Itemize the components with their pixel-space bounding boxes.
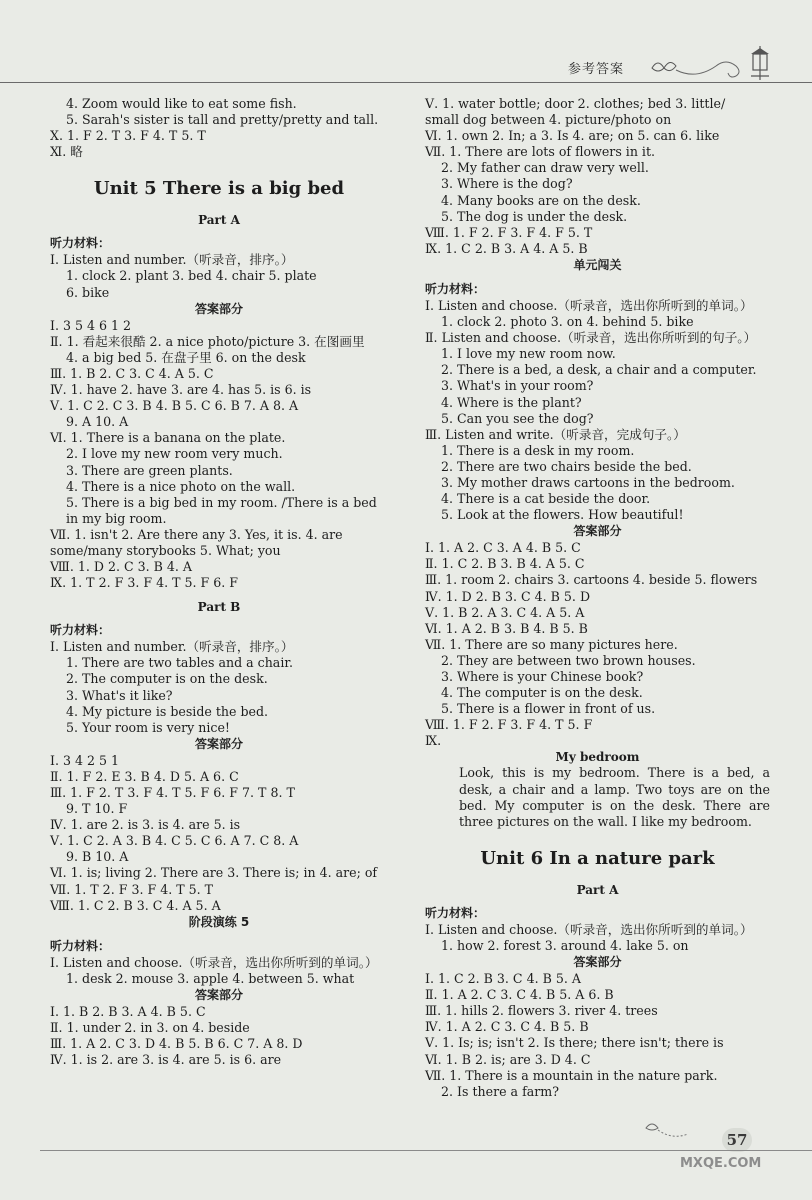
answer-line: Ⅱ. Listen and choose.（听录音，选出你所听到的句子。） [425,330,757,346]
answer-line: Ⅱ. 1. 看起来很酷 2. a nice photo/picture 3. 在图画里 [50,333,365,349]
answer-line: Ⅷ. 1. D 2. C 3. B 4. A [50,559,193,575]
answer-line: 3. My mother draws cartoons in the bedroom. [441,474,735,490]
answer-line: 3. What's it like? [66,687,173,703]
answer-line: Ⅶ. 1. T 2. F 3. F 4. T 5. T [50,881,214,897]
answer-section-heading: 答案部分 [194,987,243,1002]
watermark-text: MXQE.COM [680,1156,762,1171]
listening-material-heading: 听力材料： [50,236,111,251]
answer-line: 1. clock 2. plant 3. bed 4. chair 5. plate [66,268,317,284]
answer-line: Ⅰ. Listen and choose.（听录音，选出你所听到的单词。） [50,954,378,970]
answer-section-heading: 答案部分 [194,736,243,751]
answer-line: 2. The computer is on the desk. [66,671,268,687]
answer-line: 2. Is there a farm? [441,1083,559,1099]
answer-line: 4. There is a cat beside the door. [441,491,651,507]
butterfly-lantern-decoration-icon [640,40,790,84]
part-title: Part B [197,600,241,615]
answer-line: Ⅰ. Listen and number.（听录音，排序。） [50,252,294,268]
answer-line: 4. Where is the plant? [441,394,582,410]
answer-line: 1. clock 2. photo 3. on 4. behind 5. bike [441,314,694,330]
answer-line: Ⅳ. 1. is 2. are 3. is 4. are 5. is 6. are [50,1052,282,1068]
answer-line: 9. T 10. F [66,801,128,817]
bird-decoration-icon [640,1116,710,1146]
listening-material-heading: 听力材料： [50,938,111,953]
answer-line: Ⅰ. Listen and number.（听录音，排序。） [50,639,294,655]
answer-line: Ⅳ. 1. D 2. B 3. C 4. B 5. D [425,588,591,604]
header-label: 参考答案 [568,62,625,77]
answer-section-heading: 答案部分 [194,301,243,316]
answer-line: Ⅲ. 1. B 2. C 3. C 4. A 5. C [50,365,214,381]
page-number: 57 [722,1128,752,1152]
answer-line: 1. There is a desk in my room. [441,442,635,458]
answer-line: in my big room. [66,510,167,526]
answer-line: 2. My father can draw very well. [441,160,649,176]
answer-line: Ⅵ. 1. own 2. In; a 3. Is 4. are; on 5. can 6. like [425,128,720,144]
answer-line: Ⅱ. 1. A 2. C 3. C 4. B 5. A 6. B [425,987,614,1003]
answer-line: 3. There are green plants. [66,462,233,478]
answer-line: Ⅱ. 1. C 2. B 3. B 4. A 5. C [425,556,585,572]
answer-line: Ⅴ. 1. Is; is; isn't 2. Is there; there isn't; there is [425,1035,724,1051]
answer-line: 5. Your room is very nice! [66,719,230,735]
header-rule [0,82,812,83]
answer-line: 1. how 2. forest 3. around 4. lake 5. on [441,937,689,953]
answer-line: small dog between 4. picture/photo on [425,112,672,128]
part-title: Part A [198,213,240,228]
answer-line: 3. Where is your Chinese book? [441,669,644,684]
part-title: Part A [576,882,619,897]
answer-line: Ⅷ. 1. F 2. F 3. F 4. T 5. F [425,717,593,733]
answer-line: Ⅷ. 1. C 2. B 3. C 4. A 5. A [50,897,221,913]
answer-line: 4. The computer is on the desk. [441,685,643,701]
answer-line: Ⅵ. 1. is; living 2. There are 3. There is; in 4. are; of [50,865,378,881]
listening-material-heading: 听力材料： [425,281,486,296]
answer-line: Ⅲ. 1. hills 2. flowers 3. river 4. trees [425,1003,658,1019]
footer-rule [40,1150,812,1151]
answer-line: 9. B 10. A [66,849,129,865]
answer-line: 5. There is a big bed in my room. /There is a bed [66,494,377,510]
answer-line: 2. There is a bed, a desk, a chair and a computer. [441,362,757,378]
essay-title: My bedroom [555,750,640,765]
answer-line: 5. Can you see the dog? [441,410,594,426]
answer-line: Ⅳ. 1. A 2. C 3. C 4. B 5. B [425,1019,589,1035]
answer-line: 6. bike [66,284,110,300]
unit-title: Unit 6 In a nature park [480,847,715,869]
answer-line: Ⅰ. 1. A 2. C 3. A 4. B 5. C [425,540,581,556]
answer-line: 5. The dog is under the desk. [441,208,628,224]
answer-line: 4. There is a nice photo on the wall. [66,478,296,494]
left-column [50,96,388,1068]
answer-line: 1. desk 2. mouse 3. apple 4. between 5. what [66,970,355,986]
answer-line: Ⅴ. 1. C 2. C 3. B 4. B 5. C 6. B 7. A 8. A [50,398,299,414]
answer-section-heading: 答案部分 [573,955,622,970]
answer-line: Ⅶ. 1. isn't 2. Are there any 3. Yes, it is. 4. are [50,526,343,542]
answer-line: 4. Zoom would like to eat some fish. [66,96,297,111]
answer-line: 2. I love my new room very much. [66,446,283,462]
answer-line: Ⅵ. 1. A 2. B 3. B 4. B 5. B [425,620,588,636]
answer-line: Ⅸ. 1. C 2. B 3. A 4. A 5. B [425,240,588,256]
answer-line: 4. My picture is beside the bed. [66,703,269,719]
answer-line: Look, this is my bedroom. There is a bed, a desk, a chair and a lamp. Two toys are on the bed. My computer is on the desk. There are three pictures on the wall. I like my bedroom. [459,765,770,829]
answer-line: Ⅲ. 1. F 2. T 3. F 4. T 5. F 6. F 7. T 8. T [50,785,295,800]
answer-line: 1. I love my new room now. [441,346,616,362]
answer-line: 4. a big bed 5. 在盘子里 6. on the desk [66,349,306,365]
listening-material-heading: 听力材料： [50,623,111,638]
answer-line: Ⅰ. Listen and choose.（听录音，选出你所听到的单词。） [425,921,753,937]
answer-line: Ⅰ. 3 5 4 6 1 2 [50,317,132,333]
answer-line: Ⅸ. [425,733,442,749]
answer-line: 4. Many books are on the desk. [441,192,641,208]
answer-line: Ⅵ. 1. B 2. is; are 3. D 4. C [425,1051,591,1067]
answer-line: Ⅰ. 3 4 2 5 1 [50,752,120,768]
answer-line: Ⅴ. 1. water bottle; door 2. clothes; bed 3. little/ [425,96,726,111]
answer-section-heading: 单元闯关 [573,257,622,272]
answer-line: 5. There is a flower in front of us. [441,701,656,717]
answer-line: Ⅴ. 1. B 2. A 3. C 4. A 5. A [425,604,585,620]
answer-line: Ⅵ. 1. There is a banana on the plate. [50,430,286,446]
answer-line: Ⅶ. 1. There are lots of flowers in it. [425,144,656,160]
answer-line: Ⅳ. 1. are 2. is 3. is 4. are 5. is [50,817,241,833]
answer-line: 2. There are two chairs beside the bed. [441,458,692,474]
answer-line: Ⅶ. 1. There are so many pictures here. [425,636,678,652]
answer-line: Ⅰ. 1. B 2. B 3. A 4. B 5. C [50,1003,206,1019]
answer-line: 5. Look at the flowers. How beautiful! [441,507,684,523]
answer-section-heading: 阶段演练 5 [188,914,250,929]
answer-line: Ⅸ. 1. T 2. F 3. F 4. T 5. F 6. F [50,575,239,591]
answer-line: Ⅱ. 1. F 2. E 3. B 4. D 5. A 6. C [50,768,239,784]
answer-line: Ⅲ. Listen and write.（听录音，完成句子。） [425,426,686,442]
unit-title: Unit 5 There is a big bed [93,178,345,200]
answer-line: Ⅳ. 1. have 2. have 3. are 4. has 5. is 6. is [50,382,312,398]
answer-line: Ⅺ. 略 [50,144,83,160]
listening-material-heading: 听力材料： [425,905,486,920]
right-column [425,96,770,1100]
answer-line: 3. Where is the dog? [441,176,573,192]
answer-line: 2. They are between two brown houses. [441,652,696,668]
answer-line: Ⅹ. 1. F 2. T 3. F 4. T 5. T [50,128,206,144]
answer-section-heading: 答案部分 [573,524,622,539]
answer-line: Ⅰ. Listen and choose.（听录音，选出你所听到的单词。） [425,297,753,313]
answer-line: Ⅷ. 1. F 2. F 3. F 4. F 5. T [425,224,593,240]
answer-line: Ⅴ. 1. C 2. A 3. B 4. C 5. C 6. A 7. C 8. A [50,833,299,849]
answer-line: 5. Sarah's sister is tall and pretty/pretty and tall. [66,112,379,128]
answer-line: Ⅶ. 1. There is a mountain in the nature park. [425,1067,718,1083]
answer-line: Ⅰ. 1. C 2. B 3. C 4. B 5. A [425,971,581,987]
answer-line: Ⅲ. 1. room 2. chairs 3. cartoons 4. beside 5. flowers [425,572,758,588]
answer-line: 3. What's in your room? [441,378,594,394]
answer-line: Ⅱ. 1. under 2. in 3. on 4. beside [50,1020,250,1036]
answer-line: Ⅲ. 1. A 2. C 3. D 4. B 5. B 6. C 7. A 8. D [50,1036,303,1052]
answer-line: 1. There are two tables and a chair. [66,655,293,671]
answer-line: some/many storybooks 5. What; you [50,542,281,558]
answer-line: 9. A 10. A [66,414,129,430]
